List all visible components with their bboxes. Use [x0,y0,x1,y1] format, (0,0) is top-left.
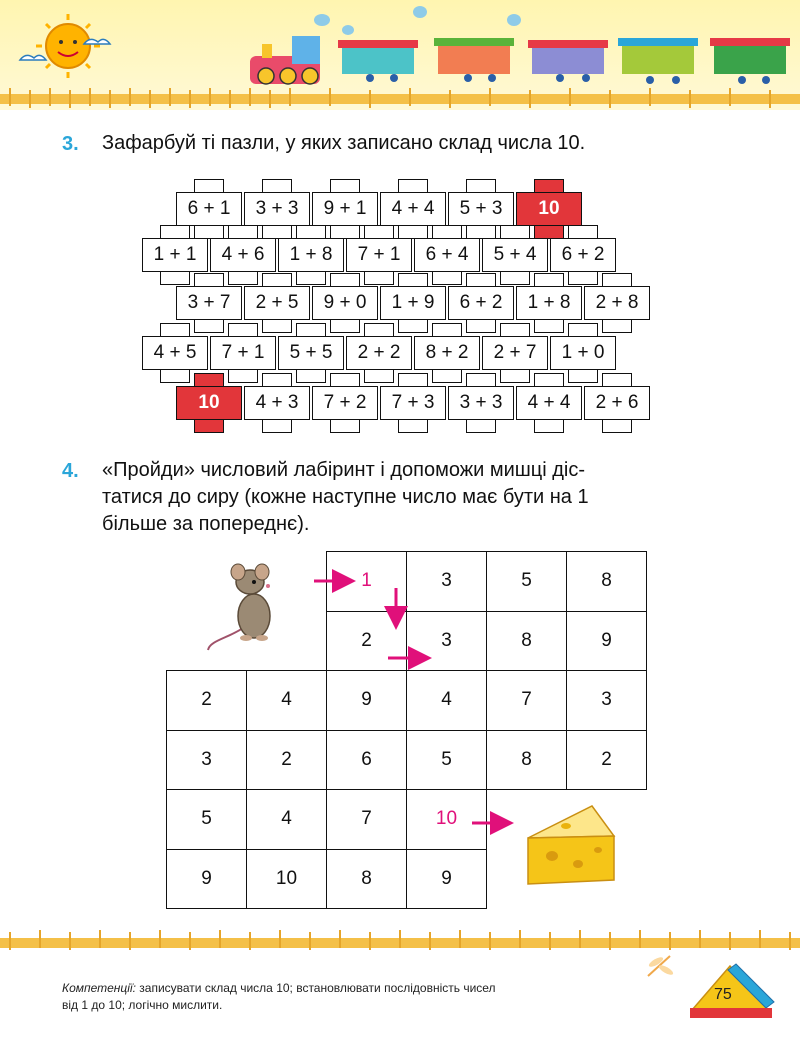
maze-cell: 3 [406,551,487,612]
puzzle-piece[interactable]: 7 + 1 [210,336,276,370]
maze-cell: 4 [246,789,327,850]
maze-cell: 9 [406,849,487,910]
puzzle-knob [194,273,224,287]
puzzle-piece[interactable]: 4 + 3 [244,386,310,420]
puzzle-piece[interactable]: 1 + 8 [278,238,344,272]
puzzle-knob [330,179,360,193]
puzzle-knob [466,273,496,287]
puzzle-piece[interactable]: 4 + 4 [516,386,582,420]
maze-cell: 7 [326,789,407,850]
competencies-label: Компетенції: [62,981,136,995]
puzzle-piece[interactable]: 6 + 2 [550,238,616,272]
puzzle-knob [262,319,292,333]
puzzle-knob [466,225,496,239]
maze-cell: 9 [166,849,247,910]
puzzle-knob [296,323,326,337]
puzzle-piece[interactable]: 4 + 6 [210,238,276,272]
puzzle-knob [330,225,360,239]
maze-cell: 8 [486,611,567,672]
grass-divider-bottom [0,930,800,954]
maze-cell: 3 [566,670,647,731]
page-number-badge [686,958,776,1020]
puzzle-piece[interactable]: 6 + 4 [414,238,480,272]
task-3-number: 3. [62,133,79,155]
puzzle-knob [228,323,258,337]
cheese-icon [522,800,622,890]
puzzle-knob [534,419,564,433]
maze-cell: 3 [406,611,487,672]
puzzle-knob [160,225,190,239]
puzzle-piece[interactable]: 8 + 2 [414,336,480,370]
puzzle-piece[interactable]: 6 + 2 [448,286,514,320]
mouse-icon [200,560,300,660]
maze-cell: 1 [326,551,407,612]
puzzle-knob [398,273,428,287]
puzzle-knob [568,369,598,383]
puzzle-knob [194,179,224,193]
puzzle-knob [398,319,428,333]
puzzle-knob [228,271,258,285]
puzzle-knob [330,273,360,287]
maze-cell: 8 [326,849,407,910]
puzzle-knob [466,319,496,333]
puzzle-piece[interactable]: 5 + 3 [448,192,514,226]
task-4-instruction [102,457,742,538]
maze-cell: 4 [406,670,487,731]
puzzle-piece[interactable]: 5 + 4 [482,238,548,272]
grass-divider-top [0,88,800,110]
puzzle-knob [364,271,394,285]
puzzle-knob [432,369,462,383]
puzzle-knob [330,419,360,433]
puzzle-piece[interactable]: 3 + 3 [244,192,310,226]
puzzle-piece[interactable]: 6 + 1 [176,192,242,226]
puzzle-piece[interactable]: 2 + 7 [482,336,548,370]
puzzle-knob [398,179,428,193]
puzzle-knob [364,225,394,239]
wagons-icon [338,38,790,84]
puzzle-knob [262,225,292,239]
puzzle-piece[interactable]: 7 + 2 [312,386,378,420]
competencies-text: записувати склад числа 10; встановлювати послідовність чисел [139,981,496,995]
puzzle-knob [296,369,326,383]
puzzle-knob [194,319,224,333]
puzzle-knob [466,179,496,193]
puzzle-knob [432,323,462,337]
maze-cell: 3 [166,730,247,791]
puzzle-piece[interactable]: 1 + 0 [550,336,616,370]
maze-cell: 4 [246,670,327,731]
sun-icon [36,14,100,78]
puzzle-knob [194,419,224,433]
competencies-note [62,980,622,1014]
maze-cell: 8 [566,551,647,612]
maze-cell: 5 [486,551,567,612]
maze-cell: 10 [406,789,487,850]
task-4-line-3: більше за попереднє). [102,513,310,535]
puzzle-knob [500,369,530,383]
puzzle-knob [160,369,190,383]
task-4-line-1: «Пройди» числовий лабіринт і допоможи мишці діс- [102,459,586,481]
puzzle-piece[interactable]: 4 + 5 [142,336,208,370]
puzzle-knob [568,323,598,337]
puzzle-knob [228,369,258,383]
puzzle-knob [296,225,326,239]
puzzle-knob [466,419,496,433]
task-4-number: 4. [62,460,79,482]
puzzle-knob [500,225,530,239]
puzzle-knob [398,225,428,239]
puzzle-knob [602,373,632,387]
maze-cell: 10 [246,849,327,910]
maze-cell: 2 [566,730,647,791]
puzzle-knob [602,419,632,433]
maze-cell: 5 [406,730,487,791]
puzzle-knob [432,225,462,239]
puzzle-knob [398,419,428,433]
puzzle-knob [262,273,292,287]
puzzle-knob [194,225,224,239]
maze-cell: 2 [246,730,327,791]
page-number: 75 [714,986,732,1003]
puzzle-knob [398,373,428,387]
task-4-line-2: татися до сиру (кожне наступне число має бути на 1 [102,486,589,508]
puzzle-knob [466,373,496,387]
puzzle-piece[interactable]: 1 + 9 [380,286,446,320]
puzzle-knob [262,179,292,193]
maze-cell: 9 [566,611,647,672]
puzzle-piece[interactable]: 4 + 4 [380,192,446,226]
puzzle-piece[interactable]: 10 [176,386,242,420]
puzzle-knob [296,271,326,285]
puzzle-knob [330,319,360,333]
puzzle-knob [568,225,598,239]
puzzle-knob [534,273,564,287]
puzzle-piece[interactable]: 10 [516,192,582,226]
puzzle-knob [534,373,564,387]
puzzle-piece[interactable]: 3 + 3 [448,386,514,420]
maze-cell: 9 [326,670,407,731]
puzzle-knob [602,273,632,287]
puzzle-piece[interactable]: 2 + 2 [346,336,412,370]
puzzle-knob [262,373,292,387]
puzzle-knob [534,225,564,239]
puzzle-knob [432,271,462,285]
puzzle-knob [160,323,190,337]
maze-cell: 7 [486,670,567,731]
task-3-instruction: Зафарбуй ті пазли, у яких записано склад числа 10. [102,132,586,154]
maze-cell: 8 [486,730,567,791]
puzzle-knob [262,419,292,433]
puzzle-piece[interactable]: 1 + 1 [142,238,208,272]
puzzle-knob [364,369,394,383]
puzzle-knob [228,225,258,239]
puzzle-knob [602,319,632,333]
puzzle-knob [568,271,598,285]
dragonfly-icon [640,950,680,980]
puzzle-piece[interactable]: 9 + 1 [312,192,378,226]
puzzle-piece[interactable]: 1 + 8 [516,286,582,320]
puzzle-piece[interactable]: 9 + 0 [312,286,378,320]
puzzle-piece[interactable]: 2 + 6 [584,386,650,420]
puzzle-piece[interactable]: 7 + 1 [346,238,412,272]
maze-cell: 2 [326,611,407,672]
puzzle-piece[interactable]: 5 + 5 [278,336,344,370]
puzzle-knob [534,319,564,333]
puzzle-knob [534,179,564,193]
puzzle-knob [500,323,530,337]
puzzle-knob [194,373,224,387]
puzzle-knob [330,373,360,387]
puzzle-piece[interactable]: 2 + 5 [244,286,310,320]
maze-cell: 5 [166,789,247,850]
locomotive-icon [250,36,320,84]
puzzle-piece[interactable]: 7 + 3 [380,386,446,420]
maze-cell: 2 [166,670,247,731]
puzzle-knob [500,271,530,285]
puzzle-piece[interactable]: 3 + 7 [176,286,242,320]
puzzle-knob [364,323,394,337]
puzzle-piece[interactable]: 2 + 8 [584,286,650,320]
maze-cell: 6 [326,730,407,791]
competencies-text-2: від 1 до 10; логічно мислити. [62,998,223,1012]
puzzle-knob [160,271,190,285]
